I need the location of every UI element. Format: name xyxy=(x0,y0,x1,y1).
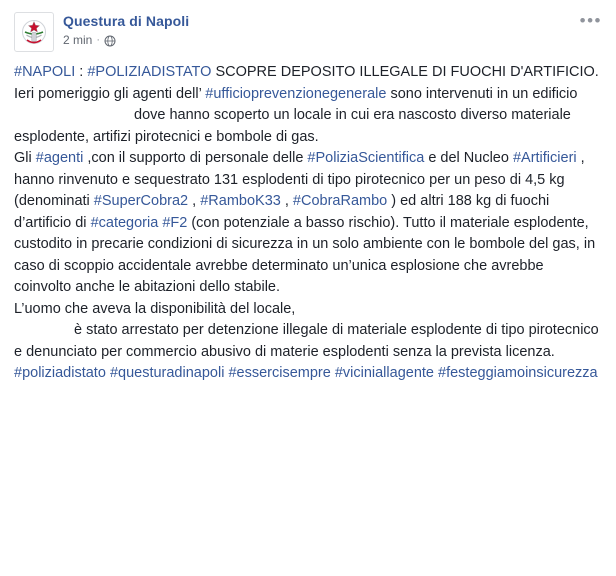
avatar[interactable] xyxy=(14,12,54,52)
p3-part1: L’uomo che aveva la disponibilità del locale, xyxy=(14,300,296,317)
post-meta xyxy=(63,32,189,48)
hashtag-agenti[interactable]: #agenti xyxy=(35,150,84,166)
hashtag-categoria[interactable]: #categoria xyxy=(90,214,159,231)
hashtag-poliziascientifica[interactable]: #PoliziaScientifica xyxy=(307,150,425,166)
p1-part3: dove hanno scoperto un locale in cui era nascosto diverso materiale esplodente, artifizi pirotecnici e bombole di gas. xyxy=(14,107,571,145)
hashtag-cobrarambo[interactable]: #CobraRambo xyxy=(292,193,388,209)
post-paragraph-3 xyxy=(14,299,602,364)
p1-part2: sono intervenuti in un edificio xyxy=(386,85,578,102)
headline-rest: SCOPRE DEPOSITO ILLEGALE DI FUOCHI D'ARTIFICIO. xyxy=(211,64,599,80)
post-paragraph-2 xyxy=(14,148,602,299)
meta-separator: · xyxy=(96,34,101,46)
page-name[interactable]: Questura di Napoli xyxy=(63,13,190,29)
hashtag-f2[interactable]: #F2 xyxy=(162,214,188,231)
hashtag-poliziadistato[interactable]: #POLIZIADISTATO xyxy=(87,64,212,80)
italian-state-emblem-icon xyxy=(17,15,51,49)
p1-part1: Ieri pomeriggio gli agenti dell’ xyxy=(14,85,206,102)
post-headline xyxy=(14,62,602,84)
p2-s1: Gli xyxy=(14,150,36,166)
hashtag-poliziadistato-footer[interactable]: #poliziadistato xyxy=(14,365,106,381)
post-body xyxy=(14,62,602,385)
timestamp[interactable]: 2 min xyxy=(63,33,93,47)
p2-s3: e del Nucleo xyxy=(424,150,513,166)
p2-s2: ,con il supporto di personale delle xyxy=(83,150,308,166)
hashtag-napoli[interactable]: #NAPOLI xyxy=(14,64,76,80)
post-footer-hashtags xyxy=(14,363,602,385)
hashtag-rambok33[interactable]: #RamboK33 xyxy=(200,193,281,209)
p2-s7: ) ed altri 188 kg di fuochi d’artificio di xyxy=(14,193,550,231)
hashtag-essercisempre[interactable]: #essercisempre xyxy=(228,365,331,381)
p2-s9: (con potenziale a basso rischio). Tutto il materiale esplodente, custodito in precarie condizioni di sicurezza in un solo ambiente con le bombole del gas, in caso di scoppio accidentale avrebbe determinato un’unica esplosione che avrebbe coinvolto anche le abitazioni dello stabile. xyxy=(14,214,596,295)
hashtag-questuradinapoli[interactable]: #questuradinapoli xyxy=(109,365,225,381)
p2-s4: , hanno rinvenuto e sequestrato 131 esplodenti di tipo pirotecnico per un peso di 4,5 kg (denominati xyxy=(14,150,585,209)
hashtag-ufficioprevenzionegenerale[interactable]: #ufficioprevenzionegenerale xyxy=(205,85,387,102)
hashtag-supercobra2[interactable]: #SuperCobra2 xyxy=(93,193,189,209)
globe-icon[interactable] xyxy=(104,35,116,47)
post-header xyxy=(14,12,602,52)
post-author-block xyxy=(63,12,189,48)
hashtag-festeggiamoinsicurezza[interactable]: #festeggiamoinsicurezza xyxy=(438,365,598,381)
p2-s5: , xyxy=(188,193,201,209)
headline-colon: : xyxy=(75,64,88,80)
more-options-icon[interactable]: ••• xyxy=(579,11,602,30)
hashtag-viciniallagente[interactable]: #viciniallagente xyxy=(334,365,434,381)
hashtag-artificieri[interactable]: #Artificieri xyxy=(512,150,577,166)
p2-s6: , xyxy=(280,193,293,209)
p3-part2: è stato arrestato per detenzione illegale di materiale esplodente di tipo pirotecnico e denunciato per commercio abusivo di materie esplodenti senza la prevista licenza. xyxy=(14,322,599,360)
post-paragraph-1 xyxy=(14,84,602,149)
